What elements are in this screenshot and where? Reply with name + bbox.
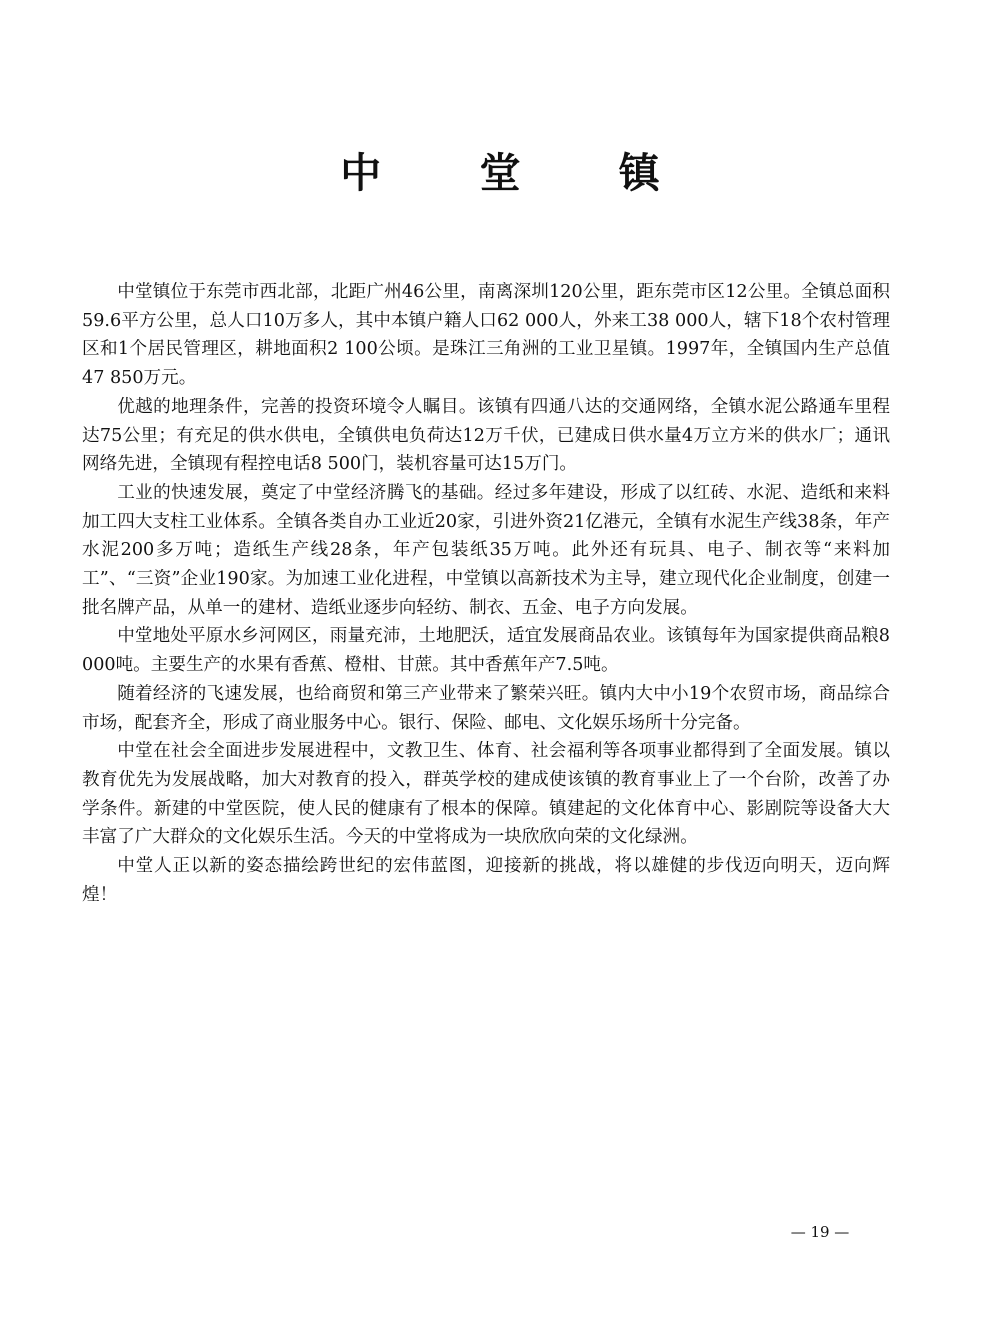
- paragraph-agriculture: 中堂地处平原水乡河网区，雨量充沛，土地肥沃，适宜发展商品农业。该镇每年为国家提供商品粮8 000吨。主要生产的水果有香蕉、橙柑、甘蔗。其中香蕉年产7.5吨。: [82, 626, 890, 676]
- paragraph-society: 中堂在社会全面进步发展进程中，文教卫生、体育、社会福利等各项事业都得到了全面发展。镇以教育优先为发展战略，加大对教育的投入，群英学校的建成使该镇的教育事业上了一个台阶，改善了办学条件。新建的中堂医院，使人民的健康有了根本的保障。镇建起的文化体育中心、影剧院等设备大大丰富了广大群众的文化娱乐生活。今天的中堂将成为一块欣欣向荣的文化绿洲。: [82, 741, 890, 848]
- paragraph-commerce: 随着经济的飞速发展，也给商贸和第三产业带来了繁荣兴旺。镇内大中小19个农贸市场，商品综合市场，配套齐全，形成了商业服务中心。银行、保险、邮电、文化娱乐场所十分完备。: [82, 683, 890, 733]
- paragraph-industry: 工业的快速发展，奠定了中堂经济腾飞的基础。经过多年建设，形成了以红砖、水泥、造纸和来料加工四大支柱工业体系。全镇各类自办工业近20家，引进外资21亿港元，全镇有水泥生产线38条，年产水泥200多万吨；造纸生产线28条，年产包装纸35万吨。此外还有玩具、电子、制衣等“来料加工”、“三资”企业190家。为加速工业化进程，中堂镇以高新技术为主导，建立现代化企业制度，创建一批名牌产品，从单一的建材、造纸业逐步向轻纺、制衣、五金、电子方向发展。: [82, 482, 890, 618]
- paragraph-closing: 中堂人正以新的姿态描绘跨世纪的宏伟蓝图，迎接新的挑战，将以雄健的步伐迈向明天，迈向辉煌！: [82, 856, 890, 905]
- paragraph-geography: 优越的地理条件，完善的投资环境令人瞩目。该镇有四通八达的交通网络，全镇水泥公路通车里程达75公里；有充足的供水供电，全镇供电负荷达12万千伏，已建成日供水量4万立方米的供水厂；通讯网络先进，全镇现有程控电话8 500门，装机容量可达15万门。: [82, 396, 890, 475]
- page-number: — 19 —: [790, 1223, 850, 1241]
- page-title: 中 堂 镇: [340, 149, 702, 197]
- article-body: [82, 278, 890, 909]
- paragraph-overview: 中堂镇位于东莞市西北部，北距广州46公里，南离深圳120公里，距东莞市区12公里。全镇总面积59.6平方公里，总人口10万多人，其中本镇户籍人口62 000人，外来工38 000人，辖下18个农村管理区和1个居民管理区，耕地面积2 100公顷。是珠江三角洲的工业卫星镇。1997年，全镇国内生产总值47 850万元。: [82, 282, 890, 389]
